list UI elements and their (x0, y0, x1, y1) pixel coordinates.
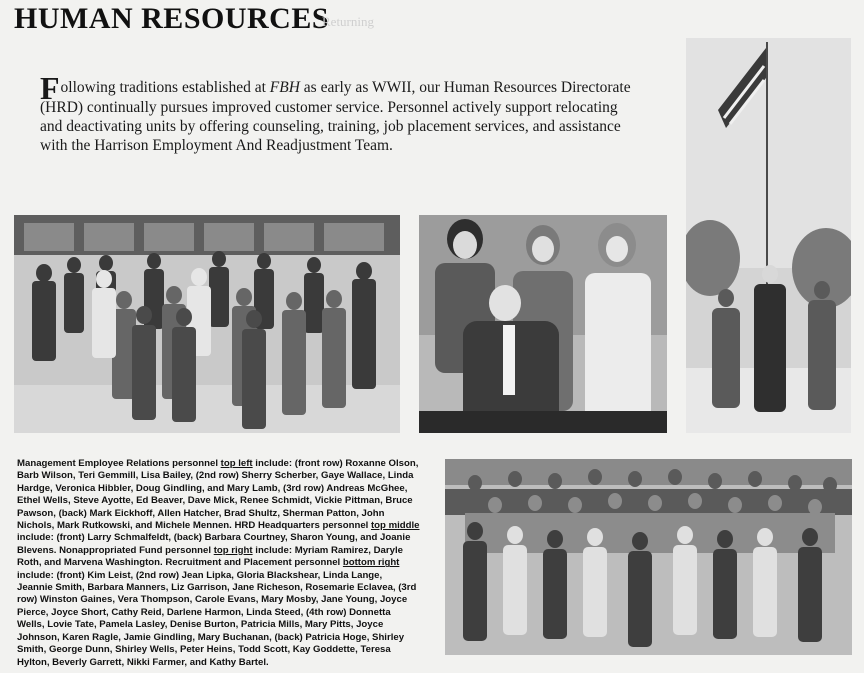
intro-text-2: as early as WWII, our Human Resources Directorate (HRD) continually pursues improved customer service. Personnel actively support relocating and deactivating units by offering counseling, training, job placement services, and assistance with the Harrison Employment And Readjustment Team. (40, 79, 631, 154)
photo-bottom-right (445, 459, 852, 655)
photo-top-left (14, 215, 400, 433)
caption-ref-top-middle: top middle (370, 520, 420, 532)
caption-text: include: Myriam Ramirez, Daryle Roth, and Marvena Washington. Recruitment and Placement personnel (17, 544, 403, 569)
photo-top-right (686, 38, 851, 433)
caption-ref-bottom-right: bottom right (342, 557, 400, 569)
caption-ref-top-right: top right (213, 544, 253, 556)
bleed-through-text: Returning (322, 14, 374, 29)
page-title: HUMAN RESOURCES (14, 2, 330, 35)
photo-top-middle (419, 215, 667, 433)
caption-text: Management Employee Relations personnel (17, 458, 221, 469)
caption-text: include: (front) Kim Leist, (2nd row) Jean Lipka, Gloria Blackshear, Linda Lange, Jeannie Smith, Barbara Manners, Liz Garrison, Jane Richeson, Rosemarie Eclavea, (3rd row) Winston Gaines, Vera Thompson, Carole Evans, Mary Mosby, Jane Young, Joyce Pierce, Joyce Short, Cathy Reid, Darlene Harmon, Linda Steed, (4th row) Donnetta Wells, Lovie Tate, Pamela Lasley, Denise Burton, Patricia Mills, Mary Pitts, Joyce Johnson, Karen Ragle, Jamie Gindling, Mary Buchanan, (back) Patricia Hoge, Shirley Smith, George Dunn, Shirley Wells, Peter Heins, Todd Scott, Kay Goddette, Teresa Hylton, Beverly Garrett, Nikki Farmer, and Kathy Bartel. (17, 569, 417, 668)
caption-text: include: (front) Larry Schmalfeldt, (back) Barbara Courtney, Sharon Young, and Joanie Blevens. Nonappropriated Fund personnel (17, 532, 411, 556)
caption-ref-top-left: top left (220, 458, 253, 469)
intro-text-1: ollowing traditions established at (60, 79, 270, 96)
caption-text: include: (front row) Roxanne Olson, Barb Wilson, Teri Gemmill, Lisa Bailey, (2nd row) Sherry Scherber, Gaye Wallace, Linda Hardge, Veronica Hibbler, Doug Gindling, and Mary Lamb, (3rd row) Andreas McGhee, Ethel Wells, Steve Ayotte, Ed Beaver, Dave Mick, Renee Schmidt, Vickie Pittman, Bruce Pawson, (back) Mark Eickhoff, Allen Hatcher, Brad Shultz, Sherman Patton, John Nichols, Mark Rutkowski, and Michele Mennen. HRD Headquarters personnel (17, 458, 419, 532)
intro-paragraph (40, 70, 640, 155)
intro-fbh: FBH (269, 79, 300, 96)
photo-caption (17, 458, 420, 669)
drop-cap: F (40, 70, 60, 106)
